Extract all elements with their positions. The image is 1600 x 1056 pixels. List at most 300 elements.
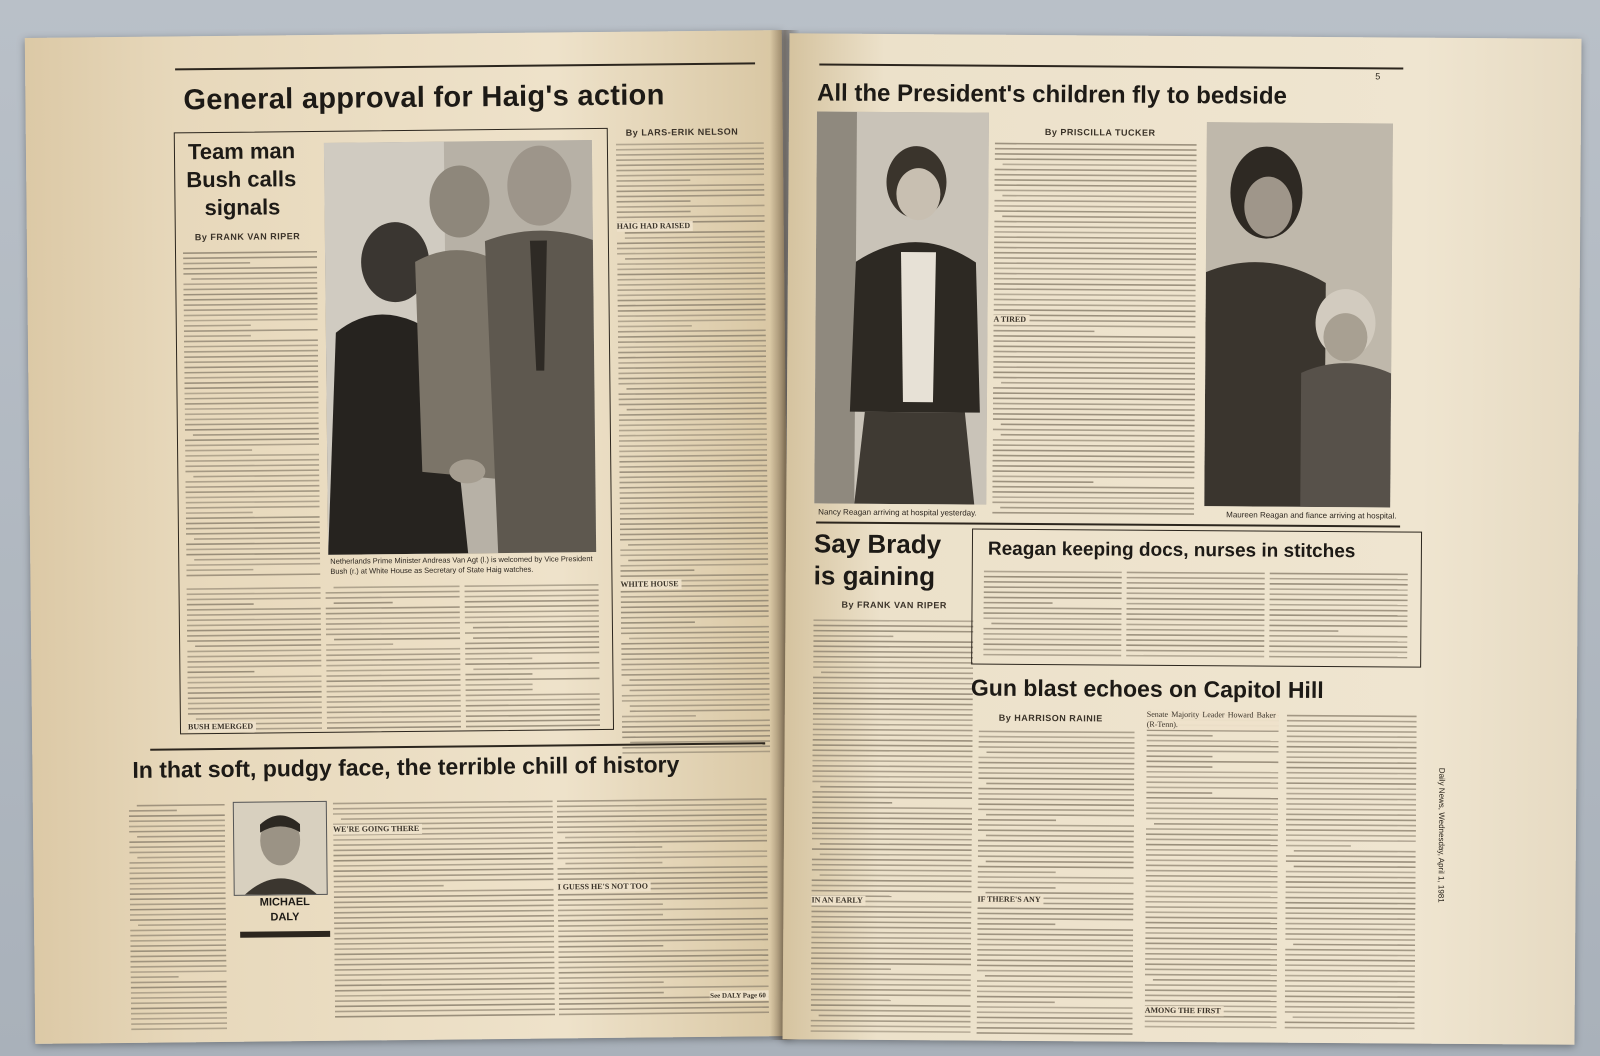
text-line [327, 684, 461, 687]
text-line [1146, 844, 1278, 847]
daly-column-2 [557, 794, 769, 1016]
text-line [622, 699, 770, 702]
text-line [993, 377, 1195, 380]
text-line [335, 967, 555, 971]
text-line [131, 1002, 227, 1005]
text-line [131, 1007, 227, 1010]
text-line [1286, 756, 1416, 759]
text-line [334, 956, 554, 960]
text-line [1270, 583, 1408, 586]
text-line [1145, 901, 1277, 904]
text-line [994, 304, 1196, 307]
text-line [473, 626, 599, 629]
text-line [619, 470, 767, 473]
text-line [1146, 787, 1278, 790]
text-line [327, 705, 461, 708]
text-line [617, 283, 765, 286]
text-line [813, 635, 893, 637]
text-line [1269, 619, 1407, 622]
text-line [559, 1006, 769, 1010]
text-line [1146, 797, 1278, 800]
text-line [618, 329, 766, 332]
text-line [557, 824, 767, 828]
text-line [813, 661, 973, 664]
text-line [185, 454, 319, 457]
text-line [1286, 762, 1416, 765]
text-line [618, 376, 766, 379]
text-line [557, 846, 662, 849]
text-lines-graphic [1285, 711, 1417, 1032]
daly-headline: In that soft, pudgy face, the terrible chill of history [132, 751, 680, 783]
text-line [977, 985, 1133, 988]
text-line [811, 1025, 971, 1028]
text-line [1145, 943, 1277, 946]
text-line [131, 970, 227, 973]
brady-byline: By FRANK VAN RIPER [841, 599, 947, 611]
subhead-early: IN AN EARLY [811, 895, 865, 905]
text-line [1147, 750, 1279, 753]
text-line [335, 982, 555, 986]
text-line [620, 522, 768, 525]
text-line [557, 809, 767, 813]
text-line [183, 293, 317, 296]
text-line [558, 897, 768, 901]
text-line [819, 1015, 971, 1018]
text-line [1127, 587, 1265, 590]
text-line [335, 1014, 555, 1018]
text-line [993, 325, 1195, 328]
text-line [557, 840, 767, 844]
text-line [1126, 634, 1264, 637]
text-line [983, 654, 1121, 657]
text-line [621, 662, 769, 665]
columnist-bar [240, 931, 330, 938]
text-line [1146, 755, 1212, 757]
text-line [1146, 839, 1278, 842]
text-line [978, 871, 1056, 873]
text-line [1285, 959, 1415, 962]
text-line [811, 978, 971, 981]
text-line [187, 675, 321, 678]
text-line [557, 855, 767, 859]
text-line [1146, 859, 1278, 862]
text-line [978, 809, 1134, 812]
text-line [465, 589, 599, 592]
text-line [811, 937, 971, 940]
text-line [333, 837, 553, 841]
text-line [1146, 880, 1278, 883]
text-line [1286, 834, 1416, 837]
text-line [813, 708, 973, 711]
text-line [185, 464, 319, 467]
text-line [1269, 635, 1407, 638]
text-line [1147, 735, 1213, 737]
text-line [137, 856, 225, 859]
text-line [984, 591, 1122, 594]
text-line [187, 623, 321, 626]
text-line [184, 324, 251, 326]
text-line [558, 903, 663, 906]
text-line [820, 853, 972, 856]
text-line [811, 973, 971, 976]
text-line [557, 850, 767, 854]
text-line [187, 613, 321, 616]
text-line [1269, 625, 1407, 628]
text-line [327, 715, 461, 718]
text-line [1286, 871, 1416, 874]
text-line [335, 977, 555, 981]
text-line [813, 744, 973, 747]
text-line [618, 345, 766, 348]
text-line [466, 698, 600, 701]
text-line [616, 142, 764, 145]
text-line [185, 407, 319, 410]
text-line [978, 793, 1134, 796]
text-line [559, 965, 769, 969]
text-line [811, 931, 971, 934]
text-line [621, 600, 769, 603]
text-line [335, 1003, 555, 1007]
text-line [978, 777, 1134, 780]
text-line [994, 299, 1196, 302]
text-line [557, 798, 767, 802]
text-line [977, 944, 1133, 947]
text-line [811, 983, 971, 986]
text-line [811, 926, 971, 929]
text-line [813, 645, 973, 648]
text-line [621, 631, 769, 634]
bush-headline-line-3: signals [204, 194, 281, 221]
text-line [1146, 849, 1278, 852]
photo-caption: Netherlands Prime Minister Andreas Van Agt (l.) is welcomed by Vice President Bush (r.) at White House as Secretary of State Haig watches. [330, 554, 593, 576]
text-line [185, 459, 319, 462]
text-line [619, 397, 767, 400]
text-line [184, 319, 318, 322]
text-line [812, 890, 972, 893]
text-line [811, 999, 891, 1001]
text-line [138, 924, 226, 927]
text-line [465, 620, 599, 623]
text-line [622, 715, 696, 717]
text-line [130, 955, 226, 958]
text-line [1145, 963, 1277, 966]
text-line [993, 335, 1195, 338]
right-newspaper-page [782, 33, 1581, 1045]
text-line [994, 200, 1196, 203]
text-line [335, 1008, 555, 1012]
text-line [619, 433, 767, 436]
text-line [994, 257, 1196, 260]
text-line [1146, 813, 1278, 816]
text-line [131, 976, 179, 978]
text-line [326, 663, 460, 666]
subhead-among: AMONG THE FIRST [1145, 1006, 1224, 1017]
text-line [341, 816, 553, 820]
text-line [1002, 216, 1196, 219]
text-line [1285, 975, 1415, 978]
text-line [557, 829, 767, 833]
text-line [618, 355, 766, 358]
text-line [618, 371, 766, 374]
text-line [557, 803, 767, 807]
text-line [1294, 866, 1416, 868]
text-line [622, 693, 770, 696]
text-line [992, 475, 1194, 478]
text-line [1286, 788, 1416, 791]
text-line [1145, 969, 1277, 972]
text-line [1146, 771, 1278, 774]
text-line [1145, 911, 1277, 914]
text-line [1126, 629, 1264, 632]
text-lines-graphic [977, 727, 1135, 1038]
text-line [616, 168, 764, 171]
text-line [977, 970, 1133, 973]
text-line [983, 612, 1121, 615]
text-line [616, 200, 690, 202]
text-line [334, 602, 393, 604]
text-line [465, 646, 599, 649]
text-line [334, 915, 554, 919]
text-line [335, 993, 555, 997]
text-line [130, 918, 226, 921]
text-line [186, 495, 320, 498]
text-line [625, 257, 765, 260]
text-line [183, 251, 317, 254]
text-line [812, 791, 972, 794]
text-line [621, 615, 769, 618]
text-line [630, 704, 770, 707]
text-line [620, 574, 768, 577]
text-line [334, 951, 554, 955]
text-line [184, 313, 318, 316]
text-line [1286, 767, 1416, 770]
text-line [188, 681, 322, 684]
text-line [813, 713, 973, 716]
text-line [813, 703, 973, 706]
text-line [1146, 854, 1278, 857]
text-line [619, 413, 767, 416]
text-line [1145, 922, 1277, 925]
gun-headline: Gun blast echoes on Capitol Hill [970, 674, 1324, 703]
text-line [812, 859, 972, 862]
text-line [986, 783, 1134, 786]
text-line [187, 587, 321, 590]
text-line [1126, 618, 1264, 621]
text-line [1285, 933, 1415, 936]
text-line [619, 428, 767, 431]
text-line [466, 714, 600, 717]
text-line [184, 303, 318, 306]
text-line [183, 282, 317, 285]
text-line [559, 992, 664, 995]
text-line [183, 287, 317, 290]
text-line [621, 595, 769, 598]
text-line [185, 428, 319, 431]
text-line [1285, 954, 1415, 957]
bush-byline: By FRANK VAN RIPER [194, 231, 301, 243]
text-line [813, 666, 973, 669]
text-line [1001, 382, 1195, 385]
text-line [994, 189, 1196, 192]
text-line [131, 991, 227, 994]
text-line [185, 412, 319, 415]
text-line [984, 602, 1053, 604]
text-line [465, 610, 599, 613]
text-line [188, 707, 322, 710]
text-line [977, 1022, 1133, 1025]
gun-column-1 [977, 727, 1135, 1038]
text-line [187, 665, 321, 668]
text-line [617, 262, 765, 265]
text-line [1285, 980, 1415, 983]
text-line [1127, 577, 1265, 580]
text-line [1146, 875, 1278, 878]
text-line [622, 683, 770, 686]
text-line [1153, 979, 1277, 981]
text-line [993, 408, 1195, 411]
text-line [465, 615, 599, 618]
text-lines-graphic [811, 615, 974, 1036]
text-line [334, 930, 554, 934]
text-line [334, 894, 554, 898]
text-line [1285, 949, 1415, 952]
text-line [184, 381, 318, 384]
text-line [1145, 932, 1277, 935]
text-line [620, 553, 768, 556]
text-line [1145, 937, 1277, 940]
text-line [616, 173, 764, 176]
text-line [992, 491, 1194, 494]
text-line [1270, 609, 1408, 612]
text-line [1286, 808, 1416, 811]
text-line [977, 923, 1055, 925]
text-line [977, 907, 1133, 910]
text-line [811, 911, 971, 914]
text-line [130, 913, 226, 916]
text-line [984, 597, 1122, 600]
text-line [326, 596, 460, 599]
text-line [187, 649, 321, 652]
text-line [326, 669, 460, 672]
text-line [622, 730, 770, 733]
text-line [811, 921, 971, 924]
text-line [977, 1032, 1133, 1035]
subhead-white-house: WHITE HOUSE [620, 579, 681, 590]
text-line [187, 592, 321, 595]
text-line [992, 470, 1194, 473]
page-number: 5 [1375, 71, 1381, 82]
text-line [994, 252, 1196, 255]
text-line [1127, 582, 1265, 585]
text-line [812, 807, 972, 810]
text-line [185, 397, 319, 400]
senate-line: Senate Majority Leader Howard Baker (R-Tenn). [1147, 710, 1279, 731]
text-line [466, 704, 600, 707]
text-line [983, 633, 1121, 636]
text-line [977, 965, 1133, 968]
text-line [977, 939, 1133, 942]
text-line [185, 423, 319, 426]
text-line [326, 611, 460, 614]
text-line [465, 678, 599, 681]
text-line [184, 329, 318, 332]
text-line [129, 846, 225, 849]
text-line [334, 925, 554, 929]
text-line [1146, 885, 1278, 888]
text-line [333, 853, 553, 857]
text-line [186, 532, 320, 535]
text-line [979, 736, 1135, 739]
text-line [333, 847, 553, 851]
text-line [326, 632, 460, 635]
text-line [187, 618, 321, 621]
text-line [1286, 793, 1416, 796]
text-line [1287, 720, 1417, 723]
subhead-tired: A TIRED [993, 315, 1029, 325]
text-line [1286, 845, 1351, 847]
text-line [813, 651, 973, 654]
nancy-reagan-photo [814, 111, 989, 504]
text-line [813, 640, 973, 643]
text-line [1126, 655, 1264, 658]
text-line [1000, 507, 1194, 510]
text-line [993, 351, 1195, 354]
text-line [1146, 865, 1278, 868]
text-line [1145, 927, 1277, 930]
text-line [813, 734, 973, 737]
text-line [130, 934, 226, 937]
text-line [466, 709, 600, 712]
text-line [1285, 1027, 1415, 1030]
text-line [559, 1001, 769, 1005]
gun-byline: By HARRISON RAINIE [998, 712, 1103, 724]
text-line [466, 719, 600, 722]
text-line [994, 283, 1196, 286]
text-line [188, 696, 322, 699]
text-line [326, 648, 460, 651]
text-line [994, 288, 1196, 291]
text-line [618, 314, 766, 317]
text-line [979, 746, 1135, 749]
text-line [558, 954, 768, 958]
text-line [994, 309, 1196, 312]
text-line [184, 350, 318, 353]
text-line [813, 718, 973, 721]
text-line [137, 804, 225, 807]
text-line [618, 319, 766, 322]
text-line [983, 643, 1121, 646]
text-line [327, 689, 461, 692]
text-line [335, 972, 555, 976]
text-line [978, 772, 1134, 775]
text-line [977, 1017, 1133, 1020]
nancy-caption: Nancy Reagan arriving at hospital yesterday. [818, 507, 977, 518]
text-line [978, 840, 1134, 843]
text-line [619, 475, 767, 478]
children-column-text [992, 139, 1197, 520]
text-line [622, 745, 770, 748]
text-line [619, 449, 767, 452]
text-line [813, 682, 973, 685]
text-line [1145, 1021, 1277, 1024]
text-line [621, 647, 769, 650]
text-line [811, 968, 891, 970]
text-line [183, 256, 317, 259]
text-line [1286, 892, 1416, 895]
text-line [1285, 970, 1415, 973]
text-line [812, 801, 892, 803]
text-line [558, 876, 768, 880]
